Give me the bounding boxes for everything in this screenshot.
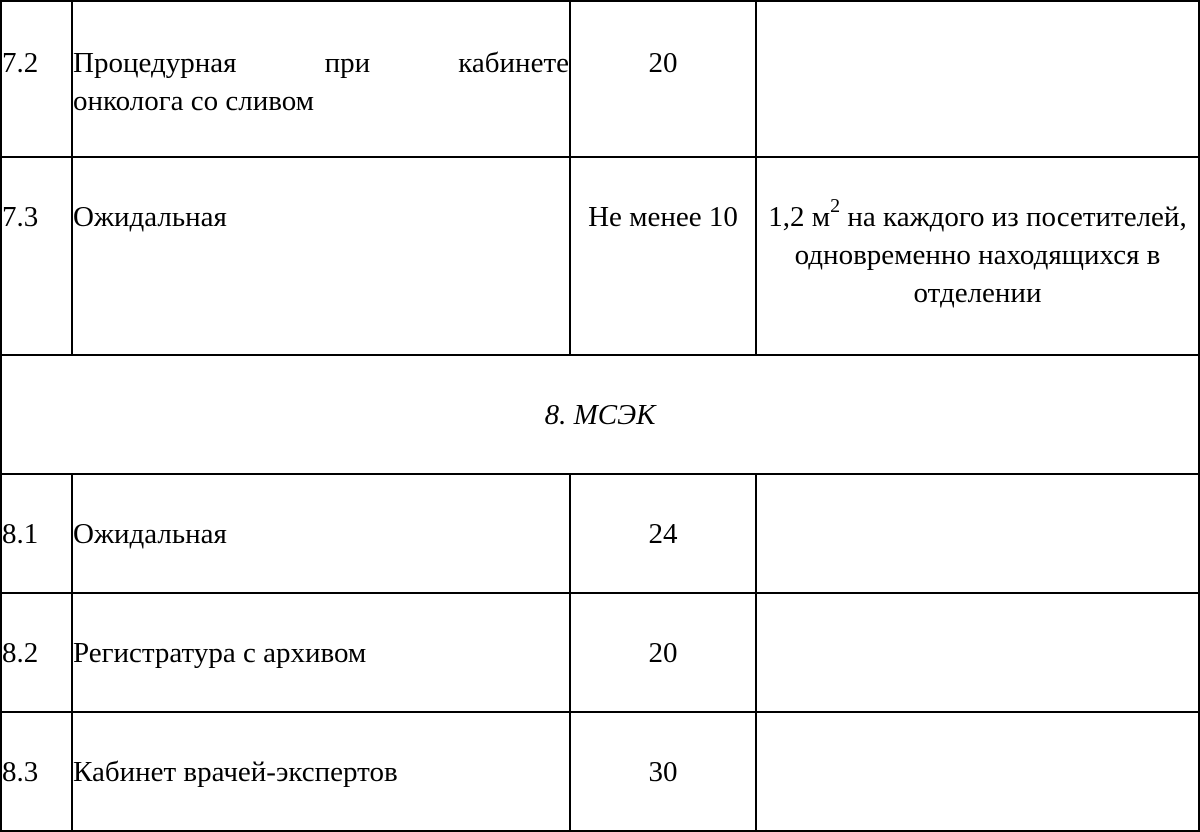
table-row [1, 593, 1199, 712]
room-name: Кабинет врачей-экспертов [72, 712, 570, 831]
room-area: 20 [570, 593, 756, 712]
section-row [1, 355, 1199, 474]
row-number: 8.3 [1, 712, 72, 831]
row-number: 7.2 [1, 1, 72, 157]
room-area: Не менее 10 [570, 157, 756, 355]
room-area: 24 [570, 474, 756, 593]
note-prefix: 1,2 м [768, 201, 831, 233]
table-row [1, 157, 1199, 355]
room-name-line-1: Процедурная при кабинете [73, 47, 569, 79]
row-number: 8.2 [1, 593, 72, 712]
room-note [756, 1, 1199, 157]
room-name-line-2: онколога со сливом [73, 85, 315, 117]
room-note [756, 157, 1199, 355]
room-note [756, 712, 1199, 831]
section-title: 8. МСЭК [1, 355, 1199, 474]
note-suffix: на каждого из посетителей, одновременно находящихся в отделении [794, 201, 1187, 309]
room-name: Ожидальная [72, 157, 570, 355]
room-note [756, 593, 1199, 712]
room-area: 30 [570, 712, 756, 831]
room-name: Ожидальная [72, 474, 570, 593]
room-area: 20 [570, 1, 756, 157]
table-row [1, 1, 1199, 157]
row-number: 7.3 [1, 157, 72, 355]
table-row [1, 474, 1199, 593]
table-row [1, 712, 1199, 831]
note-exponent: 2 [830, 195, 841, 217]
room-name: Регистратура с архивом [72, 593, 570, 712]
row-number: 8.1 [1, 474, 72, 593]
room-name [72, 1, 570, 157]
room-note [756, 474, 1199, 593]
